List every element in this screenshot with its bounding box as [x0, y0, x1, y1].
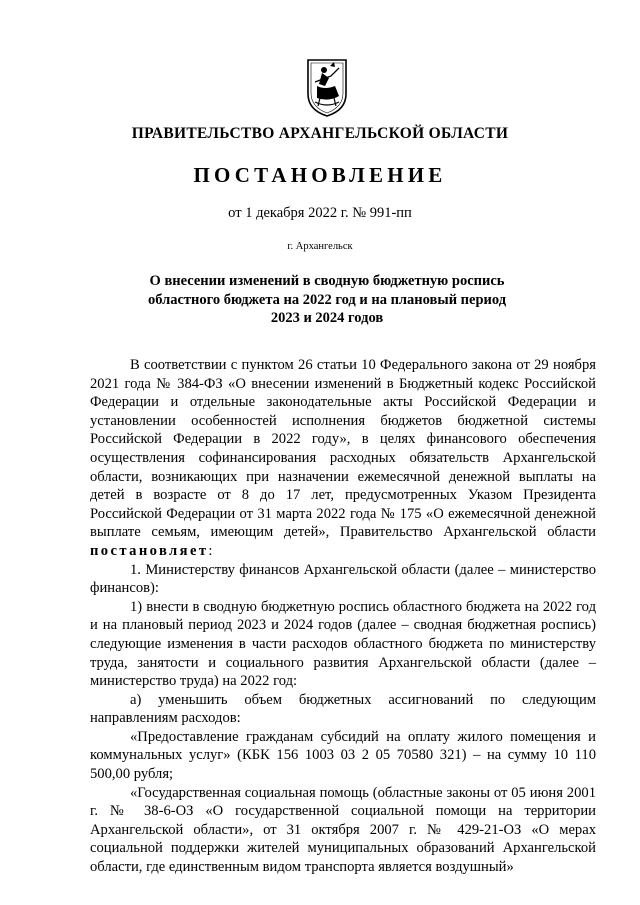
document-type-heading: ПОСТАНОВЛЕНИЕ [193, 163, 447, 187]
document-city: г. Архангельск [287, 241, 353, 252]
document-title [140, 272, 514, 328]
coat-of-arms-emblem [305, 58, 349, 118]
document-body [90, 356, 596, 877]
organization-name: ПРАВИТЕЛЬСТВО АРХАНГЕЛЬСКОЙ ОБЛАСТИ [131, 125, 509, 142]
resolution-keyword: постановляет [90, 542, 209, 559]
body-paragraph: а) уменьшить объем бюджетных ассигнований по следующим направлениям расходов: [90, 691, 596, 727]
body-paragraph: «Государственная социальная помощь (областные законы от 05 июня 2001 г. № 38-6-ОЗ «О государственной социальной помощи на территории Архангельской области», от 31 октября 2007 г. № 429-21-ОЗ «О мерах социальной поддержки жителей муниципальных образований Архангельской области, где единственным видом транспорта является воздушный» [90, 784, 596, 876]
title-line: О внесении изменений в сводную бюджетную роспись [149, 273, 505, 289]
paragraph-punctuation: : [208, 542, 213, 559]
body-paragraph: «Предоставление гражданам субсидий на оплату жилого помещения и коммунальных услуг» (КБК 156 1003 03 2 05 70580 321) – на сумму 10 110 500,00 рубля; [90, 728, 596, 783]
body-paragraph: 1) внести в сводную бюджетную роспись областного бюджета на 2022 год и на плановый период 2023 и 2024 годов (далее – сводная бюджетная роспись) следующие изменения в части расходов областного бюджета по министерству труда, занятости и социального развития Архангельской области (далее – министерство труда) на 2022 год: [90, 598, 596, 690]
paragraph-text: В соответствии с пунктом 26 статьи 10 Федерального закона от 29 ноября 2021 года № 384-ФЗ «О внесении изменений в Бюджетный кодекс Российской Федерации и отдельные законодательные акты Российской Федерации и установлении особенностей исполнения бюджетов бюджетной системы Российской Федерации в 2022 году», в целях финансового обеспечения осуществления софинансирования расходных обязательств Архангельской области, возникающих при назначении ежемесячной денежной выплаты на детей в возрасте от 8 до 17 лет, предусмотренных Указом Президента Российской Федерации от 31 марта 2022 года № 175 «О ежемесячной денежной выплате семьям, имеющим детей», Правительство Архангельской области [90, 357, 596, 541]
body-paragraph: 1. Министерству финансов Архангельской области (далее – министерство финансов): [90, 561, 596, 597]
body-paragraph [90, 356, 596, 561]
title-line: областного бюджета на 2022 год и на плановый период [147, 291, 507, 308]
title-line: 2023 и 2024 годов [270, 310, 384, 326]
document-date-number: от 1 декабря 2022 г. № 991-пп [228, 205, 412, 221]
